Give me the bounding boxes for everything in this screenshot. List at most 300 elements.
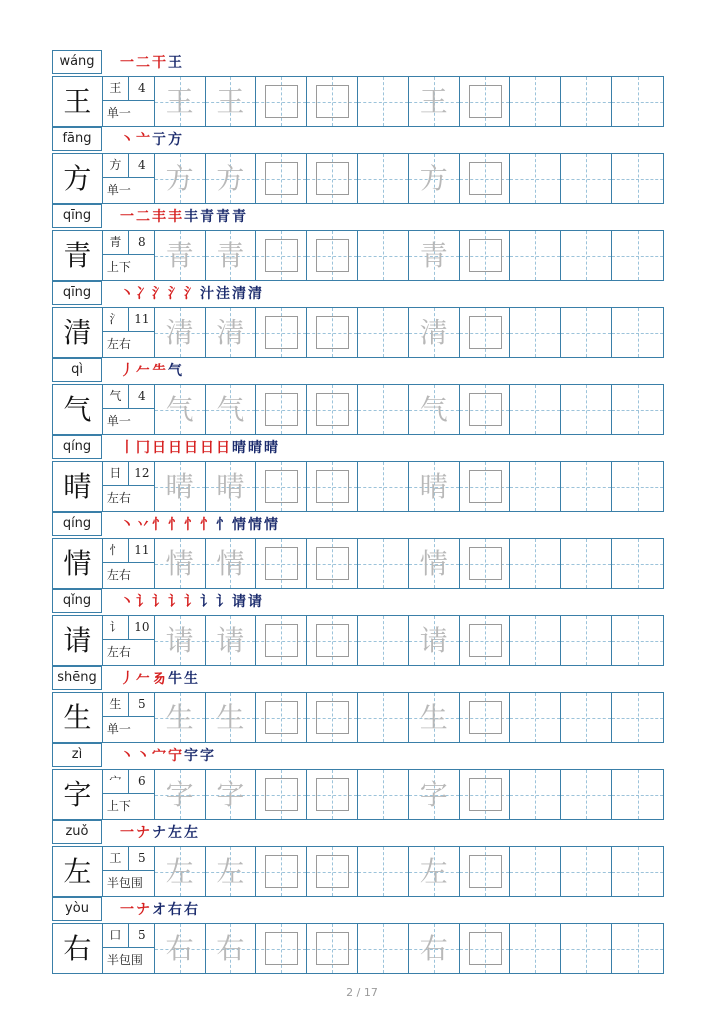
practice-row [52, 307, 664, 358]
radical: 忄 [103, 539, 129, 563]
pinyin: fāng [52, 127, 102, 151]
stroke-order [120, 438, 278, 458]
blank-cell[interactable] [612, 462, 663, 511]
stroke: 一 [120, 825, 134, 841]
trace-cell[interactable] [206, 231, 257, 280]
trace-cell[interactable] [155, 539, 206, 588]
write-cell[interactable] [256, 847, 307, 896]
stroke: 丿 [120, 671, 134, 687]
write-cell[interactable] [256, 539, 307, 588]
write-cell[interactable] [460, 616, 511, 665]
write-cell[interactable] [307, 616, 358, 665]
blank-cell[interactable] [510, 693, 561, 742]
trace-cell[interactable] [206, 462, 257, 511]
blank-cell[interactable] [358, 539, 409, 588]
trace-cell[interactable] [206, 539, 257, 588]
write-cell[interactable] [307, 154, 358, 203]
write-cell[interactable] [460, 154, 511, 203]
structure: 单一 [106, 722, 131, 736]
stroke: 情 [232, 517, 246, 533]
stroke: 氵 [152, 286, 166, 302]
stroke: 洼 [216, 286, 230, 302]
radical: 宀 [103, 770, 129, 794]
write-cell[interactable] [307, 308, 358, 357]
trace-char: 气 [419, 393, 448, 426]
stroke-order [120, 361, 182, 381]
trace-char: 左 [419, 855, 448, 888]
write-box [316, 624, 349, 657]
stroke: 丿 [120, 363, 134, 379]
stroke: 讠 [152, 594, 166, 610]
write-box [265, 855, 298, 888]
blank-cell[interactable] [358, 693, 409, 742]
blank-cell[interactable] [561, 231, 612, 280]
trace-char: 请 [165, 624, 194, 657]
blank-cell[interactable] [561, 616, 612, 665]
write-cell[interactable] [460, 462, 511, 511]
blank-cell[interactable] [612, 308, 663, 357]
stroke: 丶 [136, 748, 150, 764]
stroke: 忄 [152, 517, 166, 533]
blank-cell[interactable] [561, 154, 612, 203]
write-box [316, 932, 349, 965]
trace-char: 字 [419, 778, 448, 811]
write-cell[interactable] [460, 385, 511, 434]
trace-char: 气 [165, 393, 194, 426]
blank-cell[interactable] [612, 154, 663, 203]
stroke-order [120, 515, 278, 535]
pinyin: qíng [52, 435, 102, 459]
write-box [469, 778, 502, 811]
pinyin: yòu [52, 897, 102, 921]
pinyin: zì [52, 743, 102, 767]
write-cell[interactable] [256, 693, 307, 742]
trace-cell[interactable] [155, 693, 206, 742]
write-box [469, 624, 502, 657]
stroke-count: 6 [129, 770, 155, 794]
stroke: 丶 [120, 286, 134, 302]
trace-cell[interactable] [409, 693, 460, 742]
trace-char: 请 [216, 624, 245, 657]
write-box [265, 239, 298, 272]
write-box [469, 547, 502, 580]
trace-cell[interactable] [409, 616, 460, 665]
stroke: 讠 [168, 594, 182, 610]
trace-cell[interactable] [206, 308, 257, 357]
main-character: 生 [53, 693, 103, 742]
write-box [265, 316, 298, 349]
blank-cell[interactable] [510, 770, 561, 819]
trace-char: 青 [165, 239, 194, 272]
trace-char: 字 [165, 778, 194, 811]
write-box [469, 701, 502, 734]
write-cell[interactable] [307, 924, 358, 973]
trace-char: 气 [216, 393, 245, 426]
stroke-count: 11 [129, 539, 155, 563]
trace-char: 情 [165, 547, 194, 580]
write-cell[interactable] [256, 616, 307, 665]
stroke: 忄 [184, 517, 198, 533]
write-cell[interactable] [460, 539, 511, 588]
trace-cell[interactable] [155, 154, 206, 203]
trace-cell[interactable] [409, 77, 460, 126]
blank-cell[interactable] [510, 154, 561, 203]
stroke: 右 [168, 902, 182, 918]
stroke: 一 [120, 55, 134, 71]
blank-cell[interactable] [561, 924, 612, 973]
trace-cell[interactable] [155, 462, 206, 511]
trace-cell[interactable] [155, 308, 206, 357]
trace-char: 王 [419, 85, 448, 118]
trace-cell[interactable] [409, 539, 460, 588]
stroke: 丶 [120, 132, 134, 148]
structure: 上下 [106, 260, 131, 274]
trace-cell[interactable] [206, 385, 257, 434]
entry-2 [52, 204, 664, 281]
entry-3 [52, 281, 664, 358]
stroke: 左 [184, 825, 198, 841]
write-cell[interactable] [307, 539, 358, 588]
stroke: 冫 [136, 286, 150, 302]
trace-char: 左 [165, 855, 194, 888]
trace-cell[interactable] [409, 154, 460, 203]
radical: 氵 [103, 308, 129, 332]
blank-cell[interactable] [561, 539, 612, 588]
structure: 左右 [106, 337, 131, 351]
stroke: 右 [184, 902, 198, 918]
main-character: 左 [53, 847, 103, 896]
practice-row [52, 538, 664, 589]
trace-cell[interactable] [409, 462, 460, 511]
trace-char: 晴 [165, 470, 194, 503]
char-info [103, 231, 155, 280]
main-character: 青 [53, 231, 103, 280]
entry-11 [52, 897, 664, 974]
write-cell[interactable] [256, 770, 307, 819]
trace-cell[interactable] [206, 693, 257, 742]
trace-cell[interactable] [206, 847, 257, 896]
trace-cell[interactable] [409, 308, 460, 357]
entry-0 [52, 50, 664, 127]
pinyin: qíng [52, 512, 102, 536]
stroke-count: 5 [129, 924, 155, 948]
main-character: 气 [53, 385, 103, 434]
write-box [469, 855, 502, 888]
blank-cell[interactable] [510, 231, 561, 280]
stroke: 方 [168, 132, 182, 148]
write-cell[interactable] [307, 77, 358, 126]
blank-cell[interactable] [612, 770, 663, 819]
blank-cell[interactable] [510, 539, 561, 588]
main-character: 情 [53, 539, 103, 588]
stroke: 宀 [152, 748, 166, 764]
main-character: 王 [53, 77, 103, 126]
blank-cell[interactable] [358, 847, 409, 896]
structure: 左右 [106, 491, 131, 505]
stroke: 请 [248, 594, 262, 610]
write-box [469, 162, 502, 195]
trace-char: 青 [216, 239, 245, 272]
pinyin: wáng [52, 50, 102, 74]
stroke-count: 10 [129, 616, 155, 640]
stroke-order [120, 53, 182, 73]
write-cell[interactable] [460, 847, 511, 896]
trace-cell[interactable] [155, 924, 206, 973]
stroke: 青 [200, 209, 214, 225]
write-cell[interactable] [256, 924, 307, 973]
char-info [103, 539, 155, 588]
write-cell[interactable] [307, 462, 358, 511]
stroke: 讠 [136, 594, 150, 610]
blank-cell[interactable] [612, 924, 663, 973]
blank-cell[interactable] [358, 231, 409, 280]
blank-cell[interactable] [612, 616, 663, 665]
stroke-count: 11 [129, 308, 155, 332]
trace-char: 方 [165, 162, 194, 195]
entry-5 [52, 435, 664, 512]
blank-cell[interactable] [612, 231, 663, 280]
write-cell[interactable] [256, 462, 307, 511]
practice-row [52, 461, 664, 512]
stroke: 干 [152, 55, 166, 71]
practice-row [52, 615, 664, 666]
write-cell[interactable] [256, 154, 307, 203]
practice-row [52, 230, 664, 281]
stroke: ナ [136, 902, 150, 918]
stroke: 忄 [216, 517, 230, 533]
trace-cell[interactable] [155, 770, 206, 819]
blank-cell[interactable] [510, 308, 561, 357]
stroke: 丶 [120, 748, 134, 764]
blank-cell[interactable] [358, 154, 409, 203]
blank-cell[interactable] [612, 539, 663, 588]
stroke: 丷 [136, 517, 150, 533]
blank-cell[interactable] [510, 616, 561, 665]
radical: 王 [103, 77, 129, 101]
blank-cell[interactable] [510, 385, 561, 434]
trace-char: 生 [216, 701, 245, 734]
write-cell[interactable] [307, 847, 358, 896]
stroke: 晴 [232, 440, 246, 456]
write-cell[interactable] [256, 308, 307, 357]
entry-4 [52, 358, 664, 435]
trace-char: 方 [216, 162, 245, 195]
stroke: 丨 [120, 440, 134, 456]
blank-cell[interactable] [358, 770, 409, 819]
write-cell[interactable] [307, 693, 358, 742]
stroke-order [120, 592, 262, 612]
write-box [469, 393, 502, 426]
blank-cell[interactable] [561, 462, 612, 511]
blank-cell[interactable] [358, 385, 409, 434]
entry-7 [52, 589, 664, 666]
page-indicator: 2 / 17 [346, 986, 378, 999]
practice-row [52, 76, 664, 127]
trace-cell[interactable] [155, 77, 206, 126]
blank-cell[interactable] [510, 77, 561, 126]
stroke: 生 [184, 671, 198, 687]
trace-char: 情 [419, 547, 448, 580]
trace-cell[interactable] [206, 77, 257, 126]
trace-cell[interactable] [409, 924, 460, 973]
stroke-count: 12 [129, 462, 155, 486]
blank-cell[interactable] [358, 462, 409, 511]
stroke: 氵 [184, 286, 198, 302]
trace-cell[interactable] [409, 770, 460, 819]
trace-char: 生 [165, 701, 194, 734]
stroke: 一 [120, 902, 134, 918]
structure: 单一 [106, 106, 131, 120]
blank-cell[interactable] [510, 847, 561, 896]
write-cell[interactable] [460, 770, 511, 819]
trace-cell[interactable] [155, 616, 206, 665]
stroke: 日 [200, 440, 214, 456]
trace-cell[interactable] [206, 616, 257, 665]
write-cell[interactable] [460, 308, 511, 357]
stroke: 冂 [136, 440, 150, 456]
write-cell[interactable] [256, 385, 307, 434]
stroke-count: 8 [129, 231, 155, 255]
stroke: 一 [120, 209, 134, 225]
char-info [103, 77, 155, 126]
blank-cell[interactable] [358, 308, 409, 357]
stroke: 𠂉 [136, 671, 150, 687]
char-info [103, 616, 155, 665]
stroke: 日 [168, 440, 182, 456]
write-box [265, 701, 298, 734]
trace-cell[interactable] [206, 770, 257, 819]
blank-cell[interactable] [510, 462, 561, 511]
blank-cell[interactable] [612, 847, 663, 896]
trace-char: 清 [419, 316, 448, 349]
trace-char: 右 [216, 932, 245, 965]
char-info [103, 770, 155, 819]
stroke: ナ [152, 825, 166, 841]
radical: 青 [103, 231, 129, 255]
write-box [265, 547, 298, 580]
blank-cell[interactable] [612, 385, 663, 434]
blank-cell[interactable] [358, 77, 409, 126]
worksheet [52, 50, 664, 974]
radical: 工 [103, 847, 129, 871]
trace-cell[interactable] [409, 385, 460, 434]
write-cell[interactable] [460, 231, 511, 280]
stroke-count: 5 [129, 847, 155, 871]
stroke: 情 [248, 517, 262, 533]
trace-char: 请 [419, 624, 448, 657]
trace-cell[interactable] [155, 385, 206, 434]
trace-char: 生 [419, 701, 448, 734]
stroke: 情 [264, 517, 278, 533]
stroke: 讠 [184, 594, 198, 610]
write-box [265, 932, 298, 965]
practice-row [52, 846, 664, 897]
blank-cell[interactable] [561, 308, 612, 357]
write-cell[interactable] [256, 231, 307, 280]
stroke: 日 [152, 440, 166, 456]
write-box [469, 470, 502, 503]
blank-cell[interactable] [358, 924, 409, 973]
write-cell[interactable] [460, 77, 511, 126]
blank-cell[interactable] [612, 77, 663, 126]
radical: 方 [103, 154, 129, 178]
trace-char: 右 [419, 932, 448, 965]
write-box [469, 239, 502, 272]
stroke: 忄 [168, 517, 182, 533]
write-box [469, 85, 502, 118]
trace-char: 晴 [419, 470, 448, 503]
write-box [469, 316, 502, 349]
write-box [316, 85, 349, 118]
practice-row [52, 153, 664, 204]
stroke: 清 [232, 286, 246, 302]
radical: 讠 [103, 616, 129, 640]
radical: 日 [103, 462, 129, 486]
write-cell[interactable] [307, 770, 358, 819]
trace-cell[interactable] [206, 154, 257, 203]
write-box [316, 239, 349, 272]
write-cell[interactable] [256, 77, 307, 126]
write-box [316, 547, 349, 580]
trace-cell[interactable] [206, 924, 257, 973]
pinyin: shēng [52, 666, 102, 690]
stroke: ⺧ [152, 363, 166, 379]
trace-cell[interactable] [155, 847, 206, 896]
write-cell[interactable] [307, 385, 358, 434]
blank-cell[interactable] [358, 616, 409, 665]
radical: 气 [103, 385, 129, 409]
stroke-count: 4 [129, 385, 155, 409]
main-character: 字 [53, 770, 103, 819]
write-box [265, 470, 298, 503]
trace-cell[interactable] [155, 231, 206, 280]
stroke: オ [152, 902, 166, 918]
blank-cell[interactable] [561, 77, 612, 126]
blank-cell[interactable] [561, 847, 612, 896]
stroke: 日 [184, 440, 198, 456]
write-box [265, 624, 298, 657]
stroke: 二 [136, 209, 150, 225]
stroke: 氵 [168, 286, 182, 302]
char-info [103, 308, 155, 357]
structure: 上下 [106, 799, 131, 813]
write-cell[interactable] [307, 231, 358, 280]
trace-char: 方 [419, 162, 448, 195]
structure: 半包围 [106, 876, 143, 890]
char-info [103, 693, 155, 742]
blank-cell[interactable] [510, 924, 561, 973]
write-box [316, 778, 349, 811]
stroke-order [120, 900, 198, 920]
stroke: 日 [216, 440, 230, 456]
blank-cell[interactable] [561, 770, 612, 819]
char-info [103, 385, 155, 434]
blank-cell[interactable] [561, 693, 612, 742]
write-cell[interactable] [460, 693, 511, 742]
pinyin: zuǒ [52, 820, 102, 844]
blank-cell[interactable] [612, 693, 663, 742]
write-cell[interactable] [460, 924, 511, 973]
stroke-order [120, 284, 262, 304]
blank-cell[interactable] [561, 385, 612, 434]
trace-char: 字 [216, 778, 245, 811]
trace-cell[interactable] [409, 231, 460, 280]
trace-cell[interactable] [409, 847, 460, 896]
stroke: 讠 [200, 594, 214, 610]
pinyin: qì [52, 358, 102, 382]
structure: 半包围 [106, 953, 143, 967]
stroke-count: 5 [129, 693, 155, 717]
